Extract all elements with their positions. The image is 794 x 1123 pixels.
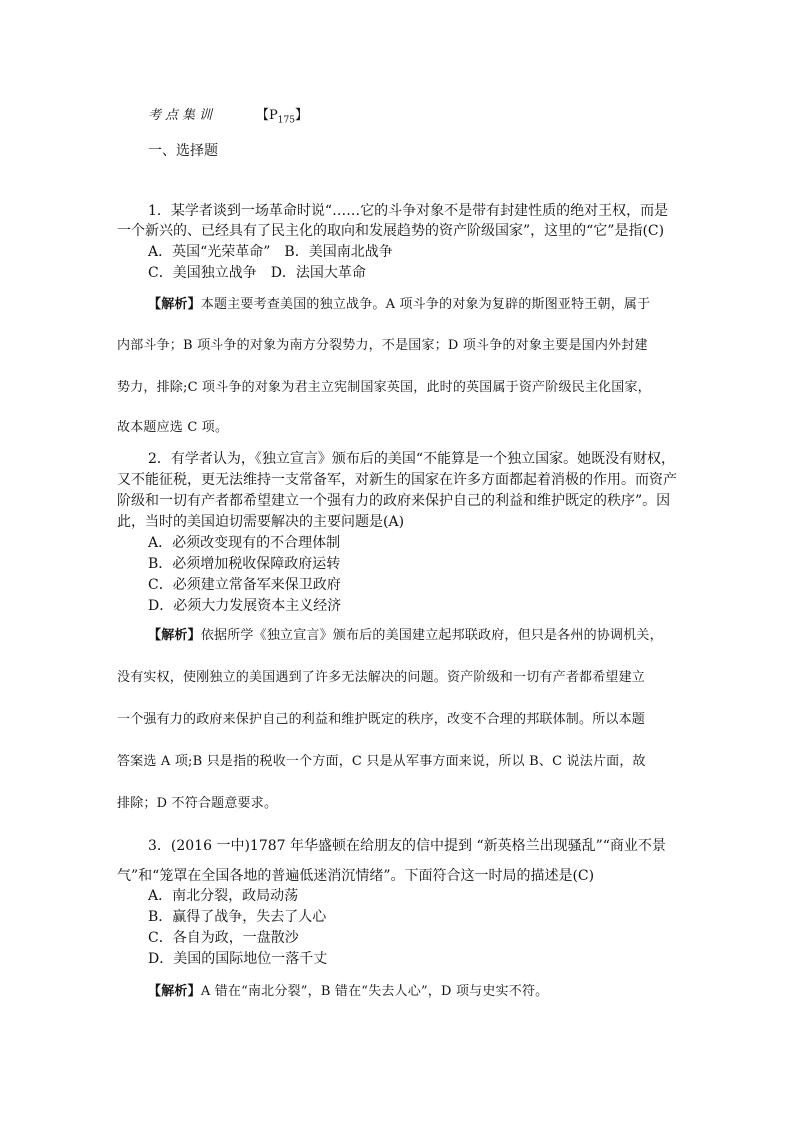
analysis-tag: 【解析】 <box>148 984 201 999</box>
q1-option-ab: A．英国“光荣革命” B．美国南北战争 <box>148 244 393 260</box>
q1-analysis-line4: 故本题应选 C 项。 <box>117 420 229 435</box>
q2-stem-line4: 此，当时的美国迫切需要解决的主要问题是(A) <box>117 514 405 530</box>
analysis-tag: 【解析】 <box>148 297 201 312</box>
q2-stem-line2: 又不能征税，更无法维持一支常备军，对新生的国家在许多方面都起着消极的作用。而资产 <box>117 472 677 488</box>
q2-analysis-line1: 【解析】依据所学《独立宣言》颁布后的美国建立起邦联政府，但只是各州的协调机关， <box>148 628 663 643</box>
q2-stem-line1: 2．有学者认为，《独立宣言》颁布后的美国“不能算是一个独立国家。她既没有财权， <box>148 451 676 467</box>
analysis-tag: 【解析】 <box>148 628 201 643</box>
section-title: 一、选择题 <box>148 143 218 159</box>
q1-analysis-line2: 内部斗争；B 项斗争的对象为南方分裂势力，不是国家；D 项斗争的对象主要是国内外封建 <box>117 338 648 353</box>
q3-option-b: B．赢得了战争，失去了人心 <box>148 909 327 925</box>
q2-analysis-line2: 没有实权，使刚独立的美国遇到了许多无法解决的问题。资产阶级和一切有产者都希望建立 <box>117 670 646 685</box>
q1-option-cd: C．美国独立战争 D．法国大革命 <box>148 265 366 281</box>
q1-analysis-line1: 【解析】本题主要考查美国的独立战争。A 项斗争的对象为复辟的斯图亚特王朝，属于 <box>148 297 651 312</box>
q2-option-a: A．必须改变现有的不合理体制 <box>148 535 341 551</box>
q2-stem-line3: 阶级和一切有产者都希望建立一个强有力的政府来保护自己的利益和维护既定的秩序”。因 <box>117 493 671 509</box>
q1-stem-line1: 1．某学者谈到一场革命时说“……它的斗争对象不是带有封建性质的绝对王权，而是 <box>148 203 669 219</box>
q2-option-c: C．必须建立常备军来保卫政府 <box>148 577 341 593</box>
q2-option-d: D．必须大力发展资本主义经济 <box>148 598 342 614</box>
q1-stem-line2: 一个新兴的、已经具有了民主化的取向和发展趋势的资产阶级国家”，这里的“它”是指(C) <box>117 223 665 239</box>
q2-option-b: B．必须增加税收保障政府运转 <box>148 556 341 572</box>
q3-option-c: C．各自为政，一盘散沙 <box>148 930 299 946</box>
q2-analysis-line4: 答案选 A 项;B 只是指的税收一个方面，C 只是从军事方面来说，所以 B、C 说法片面，故 <box>117 754 646 769</box>
page-reference: 【$P_{175}$】 <box>256 108 308 126</box>
q3-analysis-line1: 【解析】A 错在“南北分裂”，B 错在“失去人心”，D 项与史实不符。 <box>148 984 549 999</box>
q3-stem-line2: 气”和“笼罩在全国各地的普遍低迷消沉情绪”。下面符合这一时局的描述是(C) <box>117 868 595 884</box>
section-label: 考点集训 <box>148 108 217 123</box>
q3-stem-line1: 3．(2016 一中)1787 年华盛顿在给朋友的信中提到 “新英格兰出现骚乱”“商业不景 <box>148 838 666 854</box>
q3-option-d: D．美国的国际地位一落千丈 <box>148 951 328 967</box>
q2-analysis-line5: 排除；D 不符合题意要求。 <box>117 796 278 811</box>
q3-option-a: A．南北分裂，政局动荡 <box>148 888 299 904</box>
q2-analysis-line3: 一个强有力的政府来保护自己的利益和维护既定的秩序，改变不合理的邦联体制。所以本题 <box>117 712 646 727</box>
q1-analysis-line3: 势力，排除;C 项斗争的对象为君主立宪制国家英国，此时的英国属于资产阶级民主化国家， <box>117 380 651 395</box>
